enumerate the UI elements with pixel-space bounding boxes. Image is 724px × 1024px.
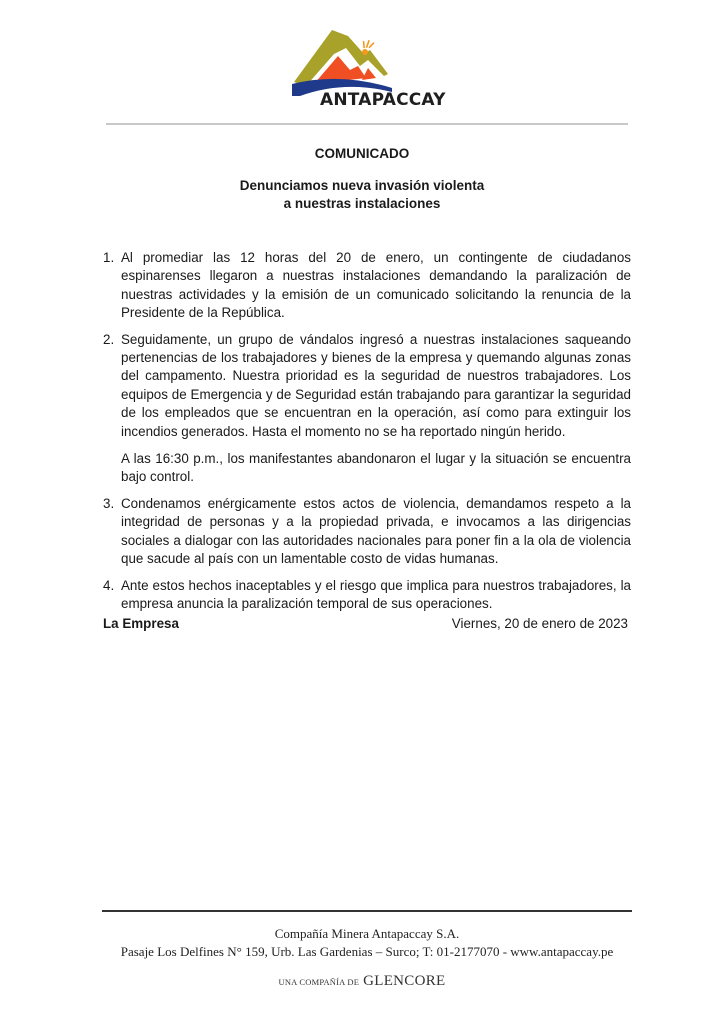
subtitle-line-1: Denunciamos nueva invasión violenta: [239, 178, 485, 193]
item-number: 1.: [103, 250, 115, 265]
item-extra-paragraph: A las 16:30 p.m., los manifestantes abandonaron el lugar y la situación se encuentra bajo control.: [121, 451, 631, 485]
item-text: Condenamos enérgicamente estos actos de violencia, demandamos respeto a la integridad de personas y a la propiedad privada, e invocamos a las dirigencias sociales a dialogar con las autoridades nacionales para poner fin a la ola de violencia que sacude al país con un lamentable costo de vidas humanas.: [121, 495, 631, 567]
glencore-logo: [0, 972, 724, 990]
header-divider: [106, 123, 628, 125]
item-text: Ante estos hechos inaceptables y el riesgo que implica para nuestros trabajadores, la empresa anuncia la paralización temporal de sus operaciones.: [121, 577, 631, 611]
footer-divider: [102, 910, 632, 912]
document-subtitle: [0, 177, 724, 213]
document-heading: COMUNICADO: [314, 146, 410, 161]
signature: La Empresa: [103, 616, 179, 631]
mountain-logo-icon: [288, 26, 443, 96]
list-item-2: [103, 331, 631, 487]
numbered-list: [103, 249, 631, 621]
antapaccay-logo: [288, 26, 446, 114]
footer-company: Compañía Minera Antapaccay S.A.: [274, 926, 460, 941]
logo-wordmark: ANTAPACCAY: [320, 90, 446, 110]
parent-name: GLENCORE: [363, 973, 446, 989]
footer-address: Pasaje Los Delfines N° 159, Urb. Las Gardenias – Surco; T: 01-2177070 - www.antapaccay.pe: [120, 944, 614, 959]
item-text: Seguidamente, un grupo de vándalos ingresó a nuestras instalaciones saqueando pertenencias de los trabajadores y bienes de la empresa y quemando algunas zonas del campamento. Nuestra prioridad es la seguridad de nuestros trabajadores. Los equipos de Emergencia y de Seguridad están trabajando para garantizar la seguridad de los empleados que se encuentran en la operación, así como para extinguir los incendios generados. Hasta el momento no se ha reportado ningún herido.: [121, 331, 631, 439]
item-number: 2.: [103, 331, 115, 347]
parent-prefix: UNA COMPAÑÍA DE: [278, 977, 360, 987]
list-item-1: [103, 249, 631, 323]
item-number: 3.: [103, 495, 115, 511]
list-item-4: [103, 577, 631, 614]
item-text: Al promediar las 12 horas del 20 de enero, un contingente de ciudadanos espinarenses llegaron a nuestras instalaciones demandando la paralización de nuestras actividades y la emisión de un comunicado solicitando la renuncia de la Presidente de la República.: [121, 250, 631, 321]
subtitle-line-2: a nuestras instalaciones: [283, 196, 441, 211]
list-item-3: [103, 495, 631, 569]
document-date: Viernes, 20 de enero de 2023: [451, 616, 628, 631]
item-number: 4.: [103, 577, 115, 593]
